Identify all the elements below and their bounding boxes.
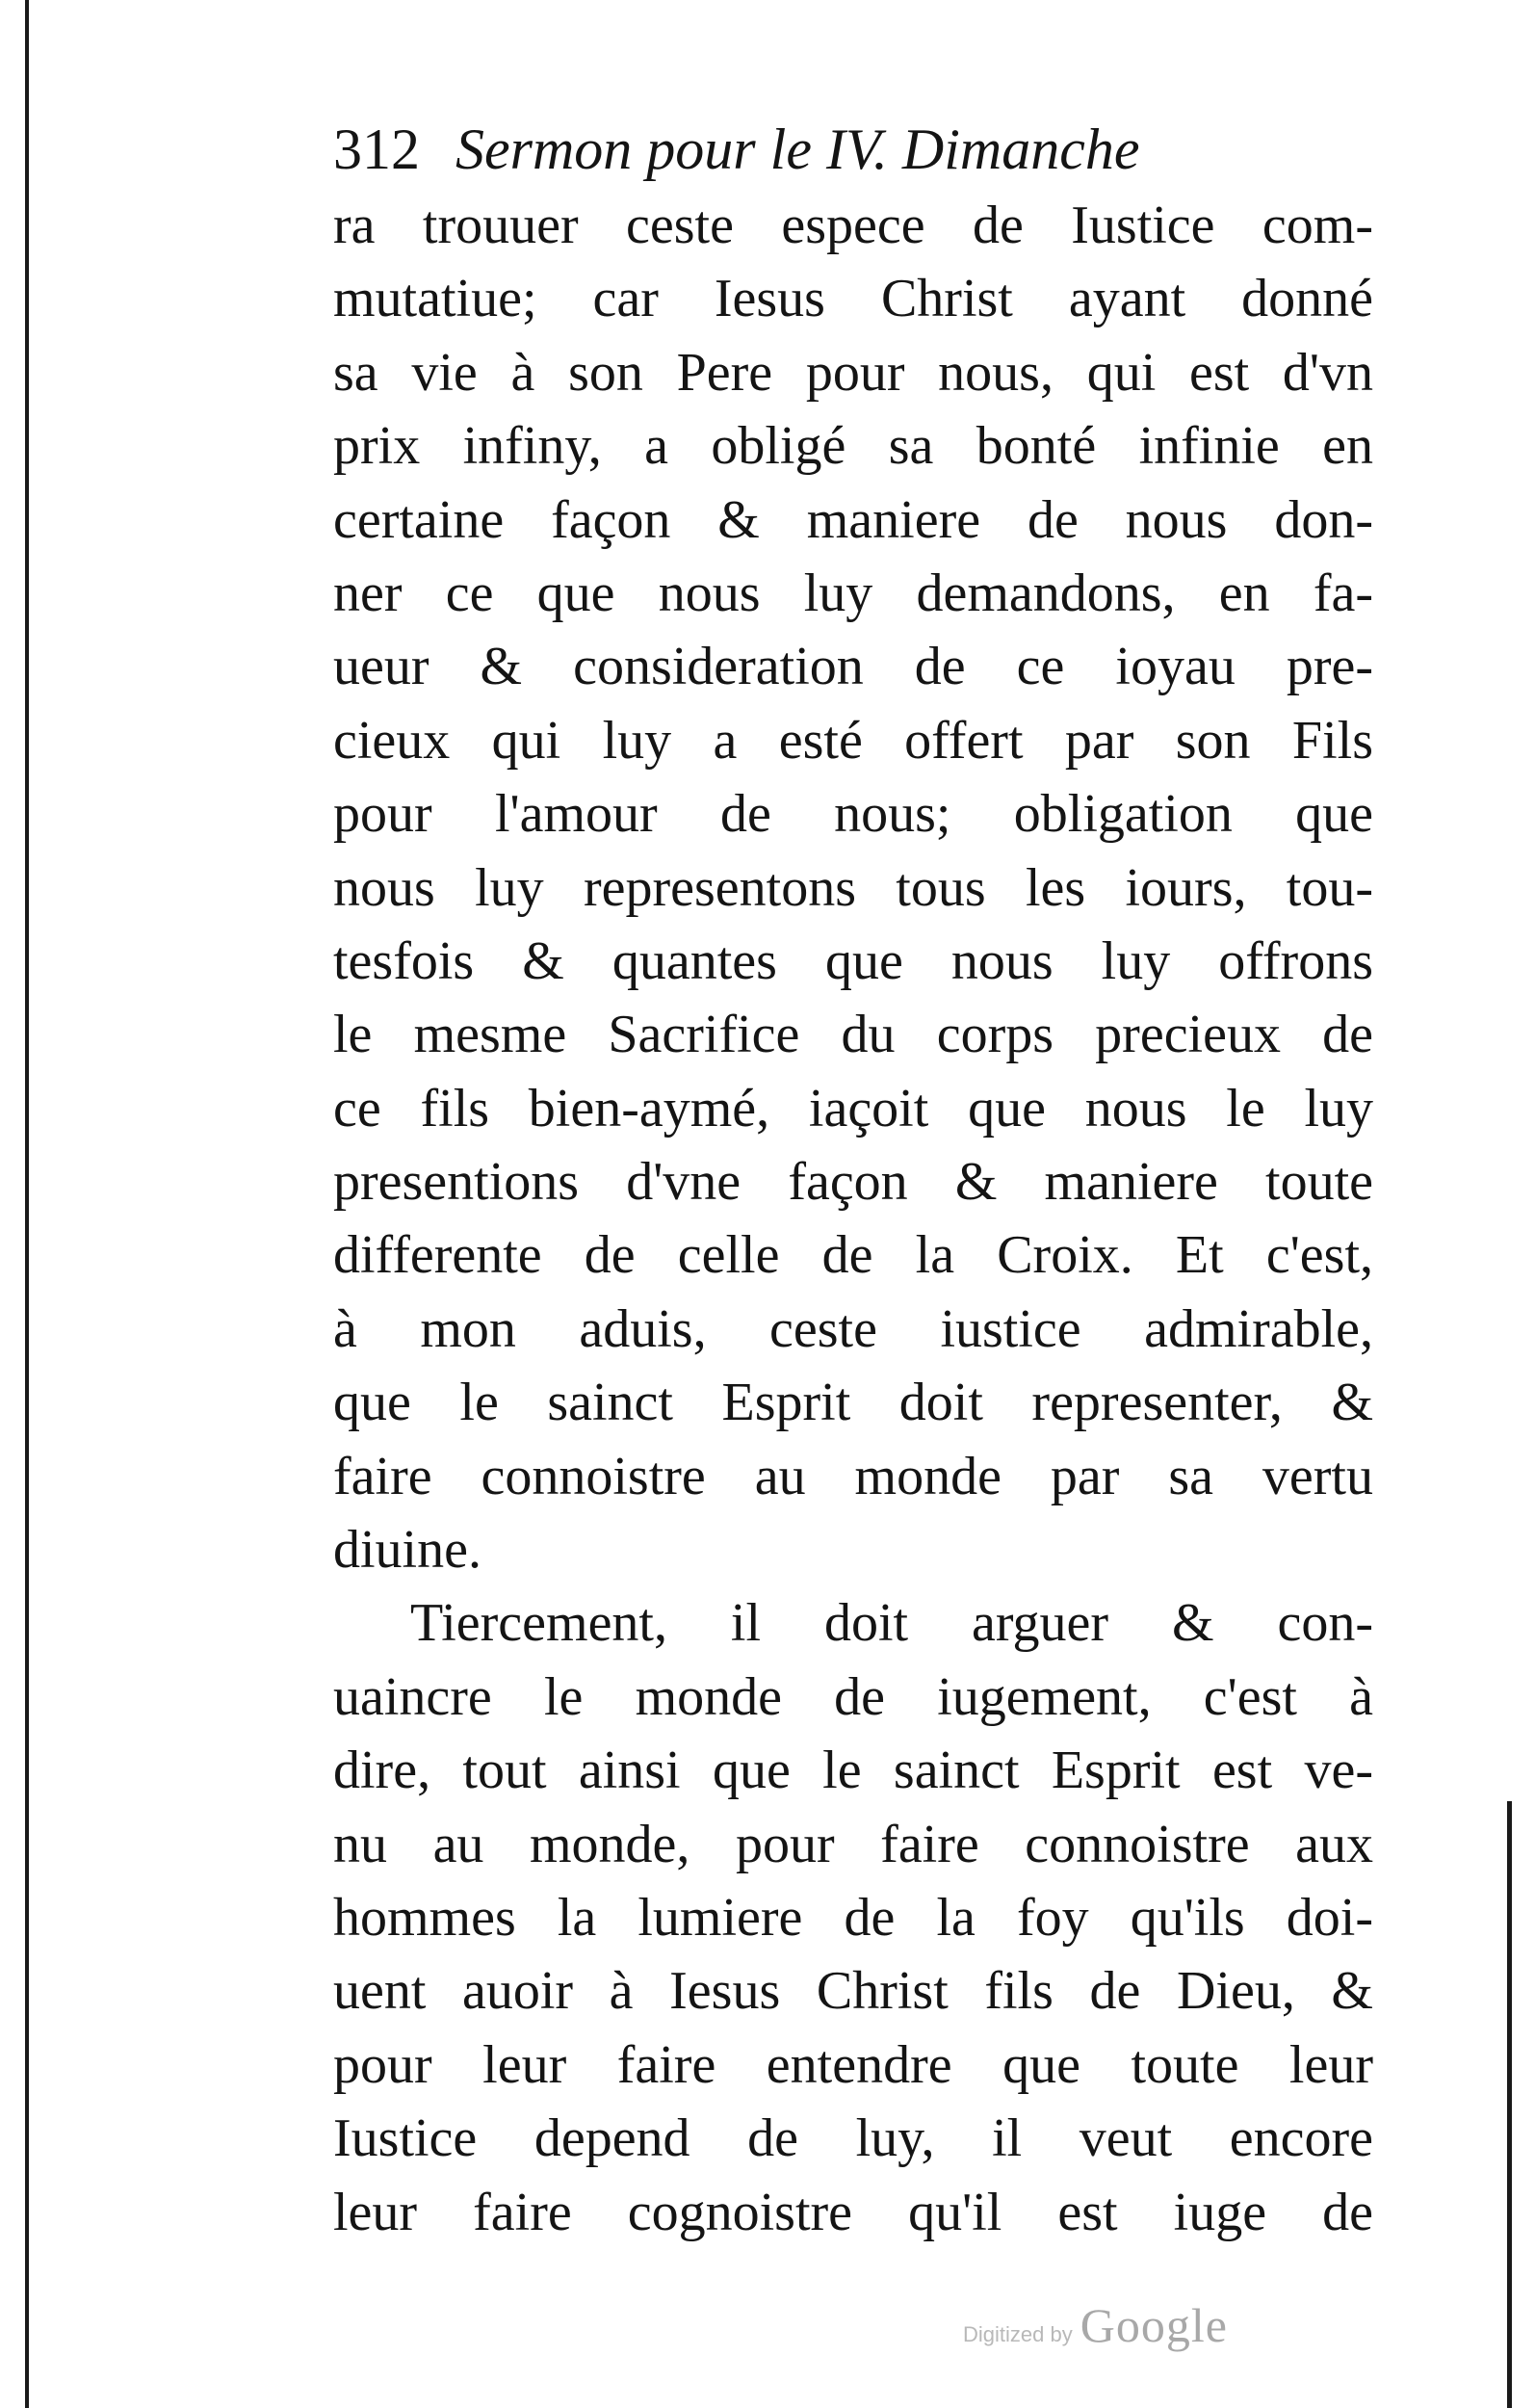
text-line: tesfois & quantes que nous luy offrons <box>333 930 1373 991</box>
text-line: dire, tout ainsi que le sainct Esprit est ve- <box>333 1741 1373 1801</box>
scan-edge-right <box>1507 1801 1512 2408</box>
text-line: nous luy representons tous les iours, tou- <box>333 857 1373 918</box>
text-line: nu au monde, pour faire connoistre aux <box>333 1814 1373 1874</box>
text-line: certaine façon & maniere de nous don- <box>333 489 1373 550</box>
page-number: 312 <box>333 118 420 181</box>
text-line: mutatiue; car Iesus Christ ayant donné <box>333 269 1373 329</box>
text-line: differente de celle de la Croix. Et c'est, <box>333 1225 1373 1286</box>
text-line: ner ce que nous luy demandons, en fa- <box>333 563 1373 623</box>
text-line: diuine. <box>333 1520 481 1581</box>
text-line: presentions d'vne façon & maniere toute <box>333 1152 1373 1213</box>
running-title: Sermon pour le IV. Dimanche <box>455 118 1140 181</box>
text-line: ce fils bien-aymé, iaçoit que nous le luy <box>333 1078 1373 1139</box>
text-line: hommes la lumiere de la foy qu'ils doi- <box>333 1887 1373 1948</box>
text-line: pour leur faire entendre que toute leur <box>333 2034 1373 2095</box>
google-logo: Google <box>1080 2298 1228 2352</box>
text-line: leur faire cognoistre qu'il est iuge de <box>333 2182 1373 2242</box>
text-line: uaincre le monde de iugement, c'est à <box>333 1666 1373 1727</box>
text-line: uent auoir à Iesus Christ fils de Dieu, & <box>333 1961 1373 2022</box>
text-line: prix infiny, a obligé sa bonté infinie en <box>333 416 1373 477</box>
text-line: ueur & consideration de ce ioyau pre- <box>333 637 1373 697</box>
text-line: Iustice depend de luy, il veut encore <box>333 2108 1373 2169</box>
watermark-prefix: Digitized by <box>963 2322 1073 2346</box>
text-line: à mon aduis, ceste iustice admirable, <box>333 1298 1373 1359</box>
text-line: le mesme Sacrifice du corps precieux de <box>333 1005 1373 1065</box>
text-line: sa vie à son Pere pour nous, qui est d'vn <box>333 342 1373 403</box>
text-line: cieux qui luy a esté offert par son Fils <box>333 710 1373 771</box>
text-line: que le sainct Esprit doit representer, & <box>333 1373 1373 1433</box>
paragraph-start-line: Tiercement, il doit arguer & con- <box>410 1593 1373 1654</box>
body-text <box>333 189 1373 2249</box>
running-head <box>333 106 1392 193</box>
digitized-by-google-watermark <box>963 2297 1228 2355</box>
text-line: faire connoistre au monde par sa vertu <box>333 1446 1373 1506</box>
scan-edge-left <box>25 0 29 2408</box>
text-line: pour l'amour de nous; obligation que <box>333 784 1373 845</box>
text-line: ra trouuer ceste espece de Iustice com- <box>333 196 1373 255</box>
